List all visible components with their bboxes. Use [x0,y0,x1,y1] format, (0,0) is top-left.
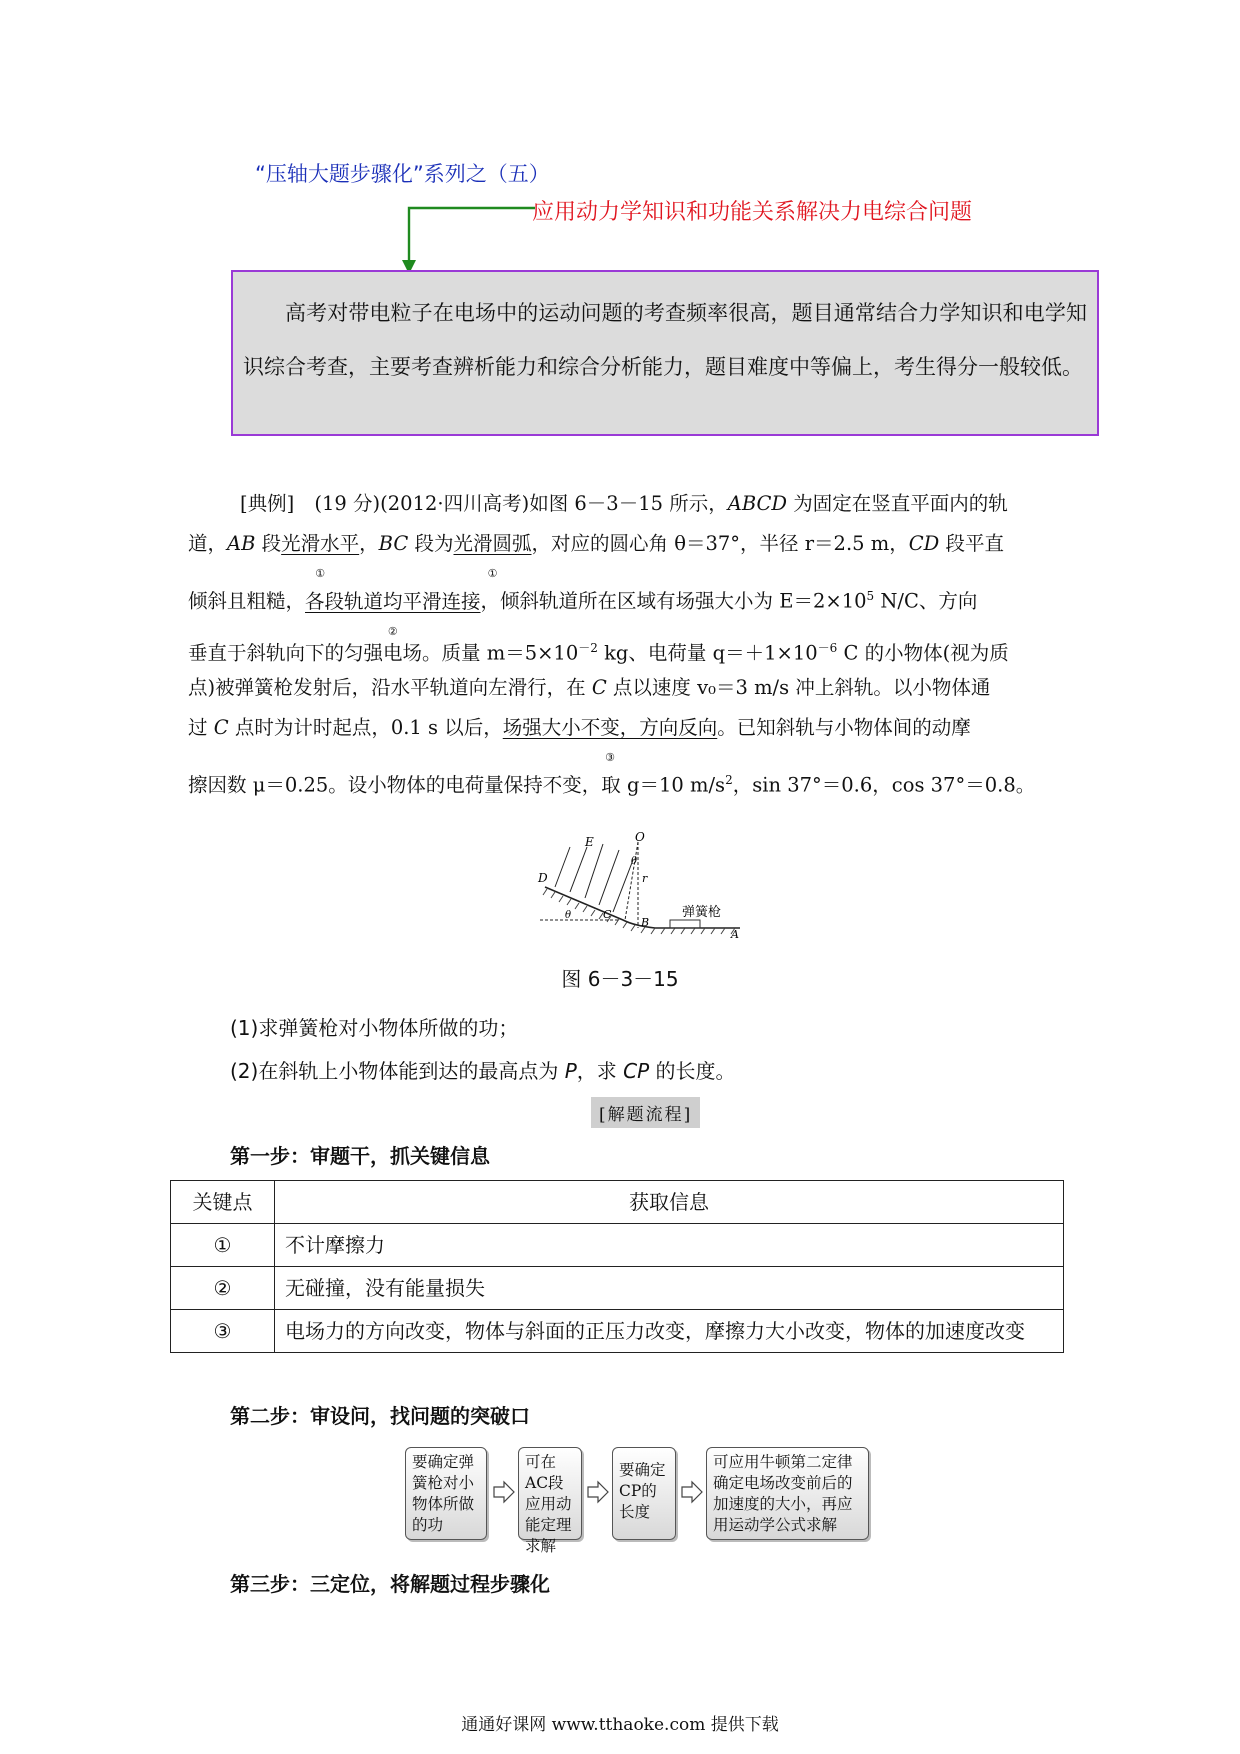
radius-oc [625,842,638,920]
text: ，sin 37°＝0.6，cos 37°＝0.8。 [732,773,1036,797]
row-key: ① [171,1224,275,1267]
key-point-1a [281,532,360,580]
text: 倾斜且粗糙， [188,589,306,613]
subtitle-connector-arrow [395,202,545,276]
flow-box-2: 可在AC段应用动能定理求解 [518,1447,582,1540]
problem-line-1 [188,484,1048,524]
label-spring-gun: 弹簧枪 [682,905,722,920]
text: CP [623,1059,650,1083]
problem-line-6 [188,708,1048,764]
text: kg、电荷量 q＝＋1×10 [597,641,818,665]
figure-caption: 图 6－3－15 [561,967,679,991]
text: 场强大小不变，方向反向 [502,716,718,739]
label-theta-top: θ [631,856,638,867]
label-d: D [538,871,548,885]
key-point-3 [502,716,718,764]
series-title: “压轴大题步骤化”系列之（五） [255,162,550,186]
text: 垂直于斜轨向下的匀强电场。质量 m＝5×10 [188,641,579,665]
label-a: A [731,928,739,941]
text: 光滑水平 [281,532,360,555]
marker: ② [387,624,398,638]
text: 段平直 [939,532,1005,555]
text: 擦因数 μ＝0.25。设小物体的电荷量保持不变，取 g＝10 m/s [188,773,726,797]
flow-box-1: 要确定弹簧枪对小物体所做的功 [405,1447,487,1540]
solution-flow-label: [解题流程] [591,1097,700,1128]
text: C 的小物体(视为质 [837,641,1009,665]
table-row [171,1267,1064,1310]
problem-line-4 [188,628,1048,668]
label-r: r [642,872,648,885]
question-1: (1)求弹簧枪对小物体所做的功； [230,1016,519,1040]
text: BC [378,532,409,555]
problem-line-2 [188,524,1048,580]
subtitle: 应用动力学知识和功能关系解决力电综合问题 [532,200,973,225]
table-row [171,1310,1064,1353]
example-tag: [典例] [240,492,295,515]
row-info: 不计摩擦力 [275,1224,1064,1267]
row-info: 无碰撞，没有能量损失 [275,1267,1064,1310]
footer: 通通好课网 www.tthaoke.com 提供下载 [461,1715,779,1735]
table-header-row [171,1181,1064,1224]
text: －2 [578,641,598,655]
text: ，对应的圆心角 θ＝37°，半径 r＝2.5 m， [531,532,909,555]
text: 过 [188,716,214,739]
marker: ① [487,567,498,580]
table-row [171,1224,1064,1267]
marker: ③ [605,751,615,764]
text: N/C、方向 [874,589,978,613]
problem-text [188,484,1048,800]
text: 道， [188,532,228,555]
label-theta-bottom: θ [565,910,572,921]
text: C [213,716,229,739]
label-e: E [585,835,594,849]
text: 各段轨道均平滑连接 [305,589,481,613]
step-3-heading: 第三步：三定位，将解题过程步骤化 [230,1572,550,1596]
text: AB [227,532,256,555]
text: 段 [255,532,282,555]
text: C [591,676,607,699]
problem-line-3 [188,576,1048,638]
text: ABCD [727,492,788,515]
step-1-heading: 第一步：审题干，抓关键信息 [230,1144,490,1168]
flow-arrow-icon [586,1480,610,1504]
problem-line-5 [188,668,1048,708]
text: ， [359,532,379,555]
marker: ① [315,567,326,580]
flow-box-3: 要确定CP的长度 [612,1447,676,1540]
key-info-table [170,1180,1064,1353]
flow-box-4: 可应用牛顿第二定律确定电场改变前后的加速度的大小，再应用运动学公式求解 [706,1447,869,1540]
text: 点以速度 v₀＝3 m/s 冲上斜轨。以小物体通 [606,676,991,699]
spring-gun-icon [670,920,700,928]
text: (2)在斜轨上小物体能到达的最高点为 [230,1059,565,1083]
key-point-2 [305,589,481,638]
track-diagram [535,832,745,942]
problem-line-7 [188,760,1048,800]
label-b: B [641,916,650,929]
row-key: ③ [171,1310,275,1353]
text: 如图 6－3－15 所示， [529,492,728,515]
header-info: 获取信息 [275,1181,1064,1224]
text: P [564,1059,577,1083]
flow-arrow-icon [492,1480,516,1504]
step-2-heading: 第二步：审设问，找问题的突破口 [230,1404,530,1428]
text: ，求 [576,1059,624,1083]
field-line-3 [585,844,603,898]
field-line-2 [570,847,587,892]
question-2 [230,1055,736,1084]
text: 2 [725,773,733,787]
text: －6 [817,641,838,655]
text: CD [908,532,940,555]
key-point-1b [453,532,532,580]
text: 。已知斜轨与小物体间的动摩 [717,716,971,739]
field-line-1 [555,847,570,887]
flow-arrow-icon [680,1480,704,1504]
field-line-4 [599,850,619,905]
label-c: C [603,908,612,921]
text: 点时为计时起点，0.1 s 以后， [228,716,503,739]
text: 点)被弹簧枪发射后，沿水平轨道向左滑行，在 [188,676,592,699]
label-o: O [635,832,645,844]
text: 光滑圆弧 [453,532,532,555]
header-key: 关键点 [171,1181,275,1224]
field-line-5 [613,860,633,912]
problem-source: (19 分)(2012·四川高考) [314,492,530,515]
row-info: 电场力的方向改变，物体与斜面的正压力改变，摩擦力大小改变，物体的加速度改变 [275,1310,1064,1353]
row-key: ② [171,1267,275,1310]
text: 段为 [408,532,454,555]
text: ，倾斜轨道所在区域有场强大小为 E＝2×10 [480,589,867,613]
text: 为固定在竖直平面内的轨 [787,492,1008,515]
intro-box: 高考对带电粒子在电场中的运动问题的考查频率很高，题目通常结合力学知识和电学知识综合考查，主要考查辨析能力和综合分析能力，题目难度中等偏上，考生得分一般较低。 [231,270,1099,436]
text: 5 [866,589,875,603]
text: 的长度。 [649,1059,736,1083]
